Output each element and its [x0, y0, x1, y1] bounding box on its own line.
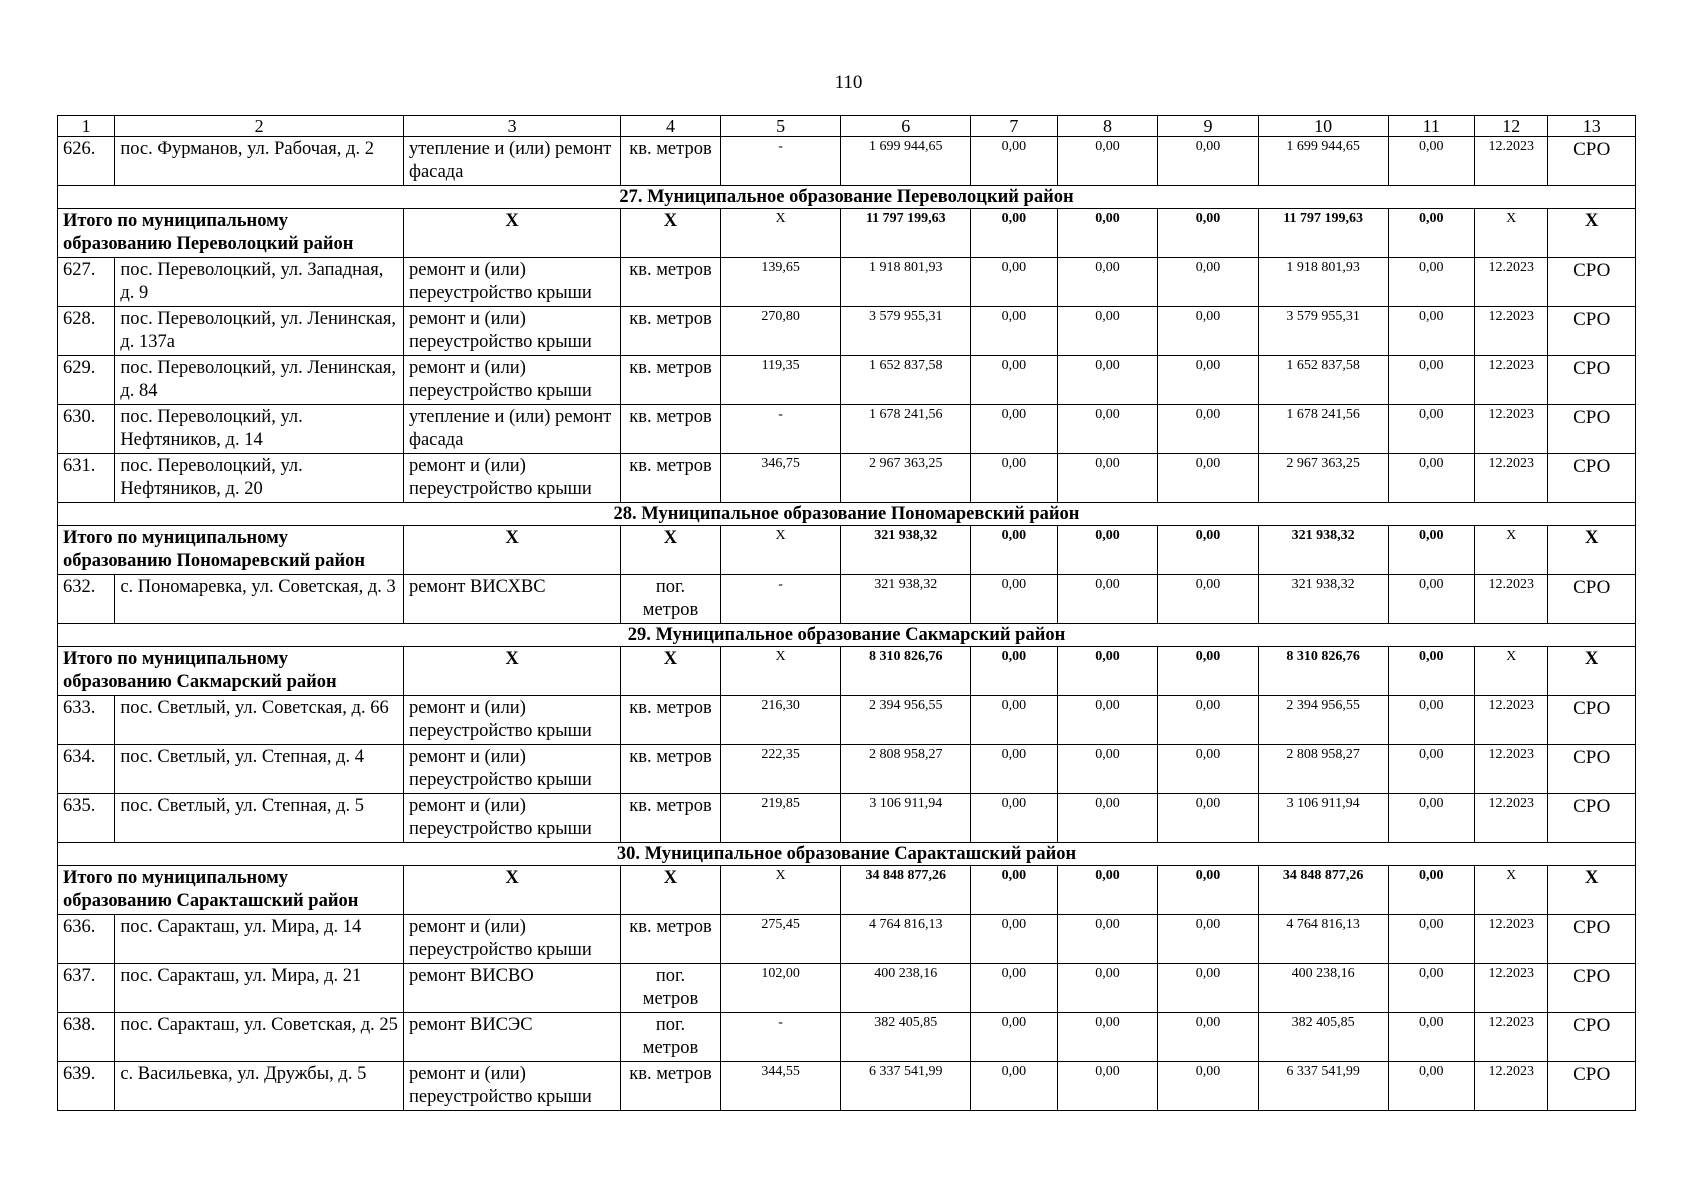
total-col13: X	[1548, 647, 1636, 696]
row-number: 631.	[58, 454, 115, 503]
total-label: Итого по муниципальному образованию Сакмарский район	[58, 647, 404, 696]
row-address: пос. Светлый, ул. Степная, д. 5	[115, 794, 404, 843]
row-col7: 0,00	[971, 575, 1057, 624]
row-col5: -	[720, 137, 841, 186]
total-col10: 11 797 199,63	[1258, 209, 1388, 258]
row-work-type: ремонт и (или) переустройство крыши	[403, 356, 620, 405]
row-col6: 2 394 956,55	[841, 696, 971, 745]
row-col5: 344,55	[720, 1062, 841, 1111]
total-col5: X	[720, 647, 841, 696]
row-col11: 0,00	[1388, 575, 1474, 624]
table-row	[58, 1013, 1636, 1062]
row-col13: СРО	[1548, 745, 1636, 794]
row-col12: 12.2023	[1475, 405, 1548, 454]
row-col9: 0,00	[1158, 405, 1259, 454]
row-col8: 0,00	[1057, 454, 1158, 503]
row-col11: 0,00	[1388, 1013, 1474, 1062]
row-col12: 12.2023	[1475, 454, 1548, 503]
row-col13: СРО	[1548, 964, 1636, 1013]
total-col11: 0,00	[1388, 647, 1474, 696]
row-work-type: утепление и (или) ремонт фасада	[403, 137, 620, 186]
row-address: пос. Саракташ, ул. Мира, д. 21	[115, 964, 404, 1013]
row-col10: 2 967 363,25	[1258, 454, 1388, 503]
row-address: пос. Переволоцкий, ул. Ленинская, д. 84	[115, 356, 404, 405]
row-col5: 270,80	[720, 307, 841, 356]
row-col5: -	[720, 1013, 841, 1062]
row-unit: кв. метров	[621, 307, 721, 356]
row-col6: 2 808 958,27	[841, 745, 971, 794]
row-col12: 12.2023	[1475, 964, 1548, 1013]
row-col9: 0,00	[1158, 794, 1259, 843]
column-header: 5	[720, 116, 841, 137]
row-work-type: ремонт ВИСВО	[403, 964, 620, 1013]
row-col6: 3 579 955,31	[841, 307, 971, 356]
table-row	[58, 745, 1636, 794]
table-row	[58, 575, 1636, 624]
column-header: 12	[1475, 116, 1548, 137]
row-col8: 0,00	[1057, 1062, 1158, 1111]
row-col11: 0,00	[1388, 1062, 1474, 1111]
row-number: 636.	[58, 915, 115, 964]
total-col13: X	[1548, 526, 1636, 575]
column-header: 9	[1158, 116, 1259, 137]
table-row	[58, 137, 1636, 186]
total-label: Итого по муниципальному образованию Пономаревский район	[58, 526, 404, 575]
section-total-row	[58, 866, 1636, 915]
total-label: Итого по муниципальному образованию Саракташский район	[58, 866, 404, 915]
row-col11: 0,00	[1388, 307, 1474, 356]
row-col10: 321 938,32	[1258, 575, 1388, 624]
row-col8: 0,00	[1057, 794, 1158, 843]
column-header: 8	[1057, 116, 1158, 137]
row-col9: 0,00	[1158, 307, 1259, 356]
column-header: 11	[1388, 116, 1474, 137]
row-col10: 6 337 541,99	[1258, 1062, 1388, 1111]
row-number: 629.	[58, 356, 115, 405]
total-col12: X	[1475, 209, 1548, 258]
row-col5: 275,45	[720, 915, 841, 964]
column-header: 10	[1258, 116, 1388, 137]
total-col9: 0,00	[1158, 209, 1259, 258]
total-col13: X	[1548, 209, 1636, 258]
row-col12: 12.2023	[1475, 356, 1548, 405]
row-col11: 0,00	[1388, 454, 1474, 503]
row-col13: СРО	[1548, 405, 1636, 454]
row-address: с. Васильевка, ул. Дружбы, д. 5	[115, 1062, 404, 1111]
row-col9: 0,00	[1158, 575, 1259, 624]
row-work-type: ремонт и (или) переустройство крыши	[403, 696, 620, 745]
row-col6: 1 678 241,56	[841, 405, 971, 454]
row-work-type: утепление и (или) ремонт фасада	[403, 405, 620, 454]
total-col11: 0,00	[1388, 209, 1474, 258]
row-col10: 382 405,85	[1258, 1013, 1388, 1062]
row-col8: 0,00	[1057, 137, 1158, 186]
total-col10: 8 310 826,76	[1258, 647, 1388, 696]
total-col6: 11 797 199,63	[841, 209, 971, 258]
row-col13: СРО	[1548, 137, 1636, 186]
total-col7: 0,00	[971, 866, 1057, 915]
total-label: Итого по муниципальному образованию Переволоцкий район	[58, 209, 404, 258]
row-col9: 0,00	[1158, 1062, 1259, 1111]
row-address: пос. Светлый, ул. Советская, д. 66	[115, 696, 404, 745]
total-col6: 34 848 877,26	[841, 866, 971, 915]
row-col12: 12.2023	[1475, 137, 1548, 186]
section-total-row	[58, 209, 1636, 258]
row-col11: 0,00	[1388, 356, 1474, 405]
total-col9: 0,00	[1158, 866, 1259, 915]
row-col7: 0,00	[971, 258, 1057, 307]
row-number: 635.	[58, 794, 115, 843]
row-col10: 400 238,16	[1258, 964, 1388, 1013]
table-row	[58, 794, 1636, 843]
total-col7: 0,00	[971, 647, 1057, 696]
total-col12: X	[1475, 866, 1548, 915]
total-col8: 0,00	[1057, 866, 1158, 915]
table-row	[58, 307, 1636, 356]
table-row	[58, 405, 1636, 454]
row-col9: 0,00	[1158, 356, 1259, 405]
row-col8: 0,00	[1057, 575, 1158, 624]
row-col13: СРО	[1548, 1013, 1636, 1062]
section-title: 28. Муниципальное образование Пономаревский район	[58, 503, 1636, 526]
row-col10: 1 918 801,93	[1258, 258, 1388, 307]
row-col8: 0,00	[1057, 258, 1158, 307]
row-col13: СРО	[1548, 356, 1636, 405]
row-col12: 12.2023	[1475, 915, 1548, 964]
row-address: пос. Светлый, ул. Степная, д. 4	[115, 745, 404, 794]
row-col9: 0,00	[1158, 137, 1259, 186]
row-col7: 0,00	[971, 745, 1057, 794]
row-col10: 1 652 837,58	[1258, 356, 1388, 405]
row-col7: 0,00	[971, 307, 1057, 356]
row-col6: 382 405,85	[841, 1013, 971, 1062]
row-col7: 0,00	[971, 405, 1057, 454]
row-col10: 1 678 241,56	[1258, 405, 1388, 454]
section-header-row	[58, 503, 1636, 526]
column-header: 2	[115, 116, 404, 137]
total-col9: 0,00	[1158, 526, 1259, 575]
row-unit: кв. метров	[621, 1062, 721, 1111]
row-unit: пог. метров	[621, 575, 721, 624]
row-col13: СРО	[1548, 696, 1636, 745]
row-unit: кв. метров	[621, 454, 721, 503]
row-col10: 3 106 911,94	[1258, 794, 1388, 843]
row-number: 637.	[58, 964, 115, 1013]
column-header: 3	[403, 116, 620, 137]
row-col8: 0,00	[1057, 696, 1158, 745]
row-col8: 0,00	[1057, 1013, 1158, 1062]
row-col9: 0,00	[1158, 454, 1259, 503]
row-col11: 0,00	[1388, 794, 1474, 843]
row-col5: -	[720, 405, 841, 454]
row-address: с. Пономаревка, ул. Советская, д. 3	[115, 575, 404, 624]
row-col7: 0,00	[971, 915, 1057, 964]
row-work-type: ремонт и (или) переустройство крыши	[403, 307, 620, 356]
row-unit: кв. метров	[621, 745, 721, 794]
row-number: 634.	[58, 745, 115, 794]
row-col7: 0,00	[971, 794, 1057, 843]
row-unit: кв. метров	[621, 137, 721, 186]
row-col11: 0,00	[1388, 696, 1474, 745]
row-col13: СРО	[1548, 1062, 1636, 1111]
total-col11: 0,00	[1388, 866, 1474, 915]
row-address: пос. Переволоцкий, ул. Западная, д. 9	[115, 258, 404, 307]
total-col3: X	[403, 866, 620, 915]
row-work-type: ремонт и (или) переустройство крыши	[403, 258, 620, 307]
row-col8: 0,00	[1057, 915, 1158, 964]
row-col5: 222,35	[720, 745, 841, 794]
total-col11: 0,00	[1388, 526, 1474, 575]
row-col13: СРО	[1548, 575, 1636, 624]
row-col6: 2 967 363,25	[841, 454, 971, 503]
row-unit: пог. метров	[621, 1013, 721, 1062]
total-col3: X	[403, 526, 620, 575]
row-col6: 4 764 816,13	[841, 915, 971, 964]
row-col6: 1 652 837,58	[841, 356, 971, 405]
row-unit: кв. метров	[621, 696, 721, 745]
row-col8: 0,00	[1057, 964, 1158, 1013]
row-col10: 3 579 955,31	[1258, 307, 1388, 356]
section-header-row	[58, 624, 1636, 647]
total-col12: X	[1475, 647, 1548, 696]
row-col7: 0,00	[971, 1062, 1057, 1111]
row-unit: кв. метров	[621, 405, 721, 454]
row-col5: -	[720, 575, 841, 624]
total-col7: 0,00	[971, 526, 1057, 575]
table-row	[58, 915, 1636, 964]
row-number: 639.	[58, 1062, 115, 1111]
row-col7: 0,00	[971, 696, 1057, 745]
row-unit: кв. метров	[621, 356, 721, 405]
row-number: 628.	[58, 307, 115, 356]
column-number-header-row	[58, 116, 1636, 137]
row-col10: 1 699 944,65	[1258, 137, 1388, 186]
total-col3: X	[403, 209, 620, 258]
row-col10: 2 808 958,27	[1258, 745, 1388, 794]
row-col11: 0,00	[1388, 137, 1474, 186]
row-col13: СРО	[1548, 307, 1636, 356]
row-work-type: ремонт и (или) переустройство крыши	[403, 454, 620, 503]
total-col10: 34 848 877,26	[1258, 866, 1388, 915]
column-header: 4	[621, 116, 721, 137]
section-total-row	[58, 647, 1636, 696]
total-col8: 0,00	[1057, 209, 1158, 258]
row-number: 633.	[58, 696, 115, 745]
total-col13: X	[1548, 866, 1636, 915]
total-col12: X	[1475, 526, 1548, 575]
row-unit: кв. метров	[621, 258, 721, 307]
row-address: пос. Переволоцкий, ул. Нефтяников, д. 14	[115, 405, 404, 454]
row-col12: 12.2023	[1475, 1013, 1548, 1062]
column-header: 13	[1548, 116, 1636, 137]
row-col6: 400 238,16	[841, 964, 971, 1013]
row-number: 632.	[58, 575, 115, 624]
row-col7: 0,00	[971, 454, 1057, 503]
table-row	[58, 258, 1636, 307]
row-unit: кв. метров	[621, 794, 721, 843]
row-col11: 0,00	[1388, 745, 1474, 794]
section-total-row	[58, 526, 1636, 575]
total-col10: 321 938,32	[1258, 526, 1388, 575]
section-title: 30. Муниципальное образование Саракташский район	[58, 843, 1636, 866]
row-number: 638.	[58, 1013, 115, 1062]
total-col8: 0,00	[1057, 647, 1158, 696]
row-work-type: ремонт и (или) переустройство крыши	[403, 745, 620, 794]
total-col4: X	[621, 866, 721, 915]
total-col7: 0,00	[971, 209, 1057, 258]
total-col4: X	[621, 526, 721, 575]
page-number: 110	[834, 72, 863, 93]
row-col8: 0,00	[1057, 356, 1158, 405]
row-col12: 12.2023	[1475, 696, 1548, 745]
row-col13: СРО	[1548, 454, 1636, 503]
column-header: 7	[971, 116, 1057, 137]
section-header-row	[58, 843, 1636, 866]
row-col9: 0,00	[1158, 745, 1259, 794]
total-col9: 0,00	[1158, 647, 1259, 696]
row-col11: 0,00	[1388, 258, 1474, 307]
row-address: пос. Саракташ, ул. Советская, д. 25	[115, 1013, 404, 1062]
total-col6: 8 310 826,76	[841, 647, 971, 696]
row-col5: 139,65	[720, 258, 841, 307]
total-col5: X	[720, 526, 841, 575]
row-col5: 119,35	[720, 356, 841, 405]
total-col5: X	[720, 866, 841, 915]
row-address: пос. Фурманов, ул. Рабочая, д. 2	[115, 137, 404, 186]
row-number: 630.	[58, 405, 115, 454]
row-col8: 0,00	[1057, 405, 1158, 454]
row-col13: СРО	[1548, 794, 1636, 843]
row-col5: 102,00	[720, 964, 841, 1013]
row-address: пос. Переволоцкий, ул. Нефтяников, д. 20	[115, 454, 404, 503]
row-address: пос. Переволоцкий, ул. Ленинская, д. 137а	[115, 307, 404, 356]
row-col6: 1 699 944,65	[841, 137, 971, 186]
row-col13: СРО	[1548, 258, 1636, 307]
row-col12: 12.2023	[1475, 258, 1548, 307]
row-col12: 12.2023	[1475, 307, 1548, 356]
total-col6: 321 938,32	[841, 526, 971, 575]
column-header: 6	[841, 116, 971, 137]
row-work-type: ремонт и (или) переустройство крыши	[403, 1062, 620, 1111]
table-row	[58, 454, 1636, 503]
row-col10: 4 764 816,13	[1258, 915, 1388, 964]
row-col5: 346,75	[720, 454, 841, 503]
row-col6: 321 938,32	[841, 575, 971, 624]
row-col12: 12.2023	[1475, 575, 1548, 624]
total-col5: X	[720, 209, 841, 258]
row-col11: 0,00	[1388, 915, 1474, 964]
total-col3: X	[403, 647, 620, 696]
row-col11: 0,00	[1388, 964, 1474, 1013]
capital-repair-table	[57, 115, 1636, 1111]
row-col6: 3 106 911,94	[841, 794, 971, 843]
row-work-type: ремонт и (или) переустройство крыши	[403, 794, 620, 843]
table-row	[58, 696, 1636, 745]
row-col9: 0,00	[1158, 1013, 1259, 1062]
row-col13: СРО	[1548, 915, 1636, 964]
row-number: 626.	[58, 137, 115, 186]
row-col10: 2 394 956,55	[1258, 696, 1388, 745]
row-col9: 0,00	[1158, 696, 1259, 745]
table-row	[58, 1062, 1636, 1111]
row-col5: 216,30	[720, 696, 841, 745]
row-work-type: ремонт и (или) переустройство крыши	[403, 915, 620, 964]
row-col11: 0,00	[1388, 405, 1474, 454]
row-col7: 0,00	[971, 964, 1057, 1013]
row-col12: 12.2023	[1475, 1062, 1548, 1111]
row-col9: 0,00	[1158, 915, 1259, 964]
row-col9: 0,00	[1158, 258, 1259, 307]
row-work-type: ремонт ВИСЭС	[403, 1013, 620, 1062]
row-col6: 1 918 801,93	[841, 258, 971, 307]
table-body	[58, 116, 1636, 1111]
row-col7: 0,00	[971, 356, 1057, 405]
row-unit: пог. метров	[621, 964, 721, 1013]
row-col7: 0,00	[971, 137, 1057, 186]
row-col8: 0,00	[1057, 307, 1158, 356]
section-title: 27. Муниципальное образование Переволоцкий район	[58, 186, 1636, 209]
row-address: пос. Саракташ, ул. Мира, д. 14	[115, 915, 404, 964]
row-unit: кв. метров	[621, 915, 721, 964]
table-row	[58, 964, 1636, 1013]
table-row	[58, 356, 1636, 405]
row-col7: 0,00	[971, 1013, 1057, 1062]
row-col8: 0,00	[1057, 745, 1158, 794]
total-col4: X	[621, 209, 721, 258]
row-col6: 6 337 541,99	[841, 1062, 971, 1111]
row-col12: 12.2023	[1475, 745, 1548, 794]
total-col4: X	[621, 647, 721, 696]
section-title: 29. Муниципальное образование Сакмарский район	[58, 624, 1636, 647]
row-work-type: ремонт ВИСХВС	[403, 575, 620, 624]
total-col8: 0,00	[1057, 526, 1158, 575]
section-header-row	[58, 186, 1636, 209]
row-number: 627.	[58, 258, 115, 307]
column-header: 1	[58, 116, 115, 137]
row-col9: 0,00	[1158, 964, 1259, 1013]
row-col12: 12.2023	[1475, 794, 1548, 843]
row-col5: 219,85	[720, 794, 841, 843]
